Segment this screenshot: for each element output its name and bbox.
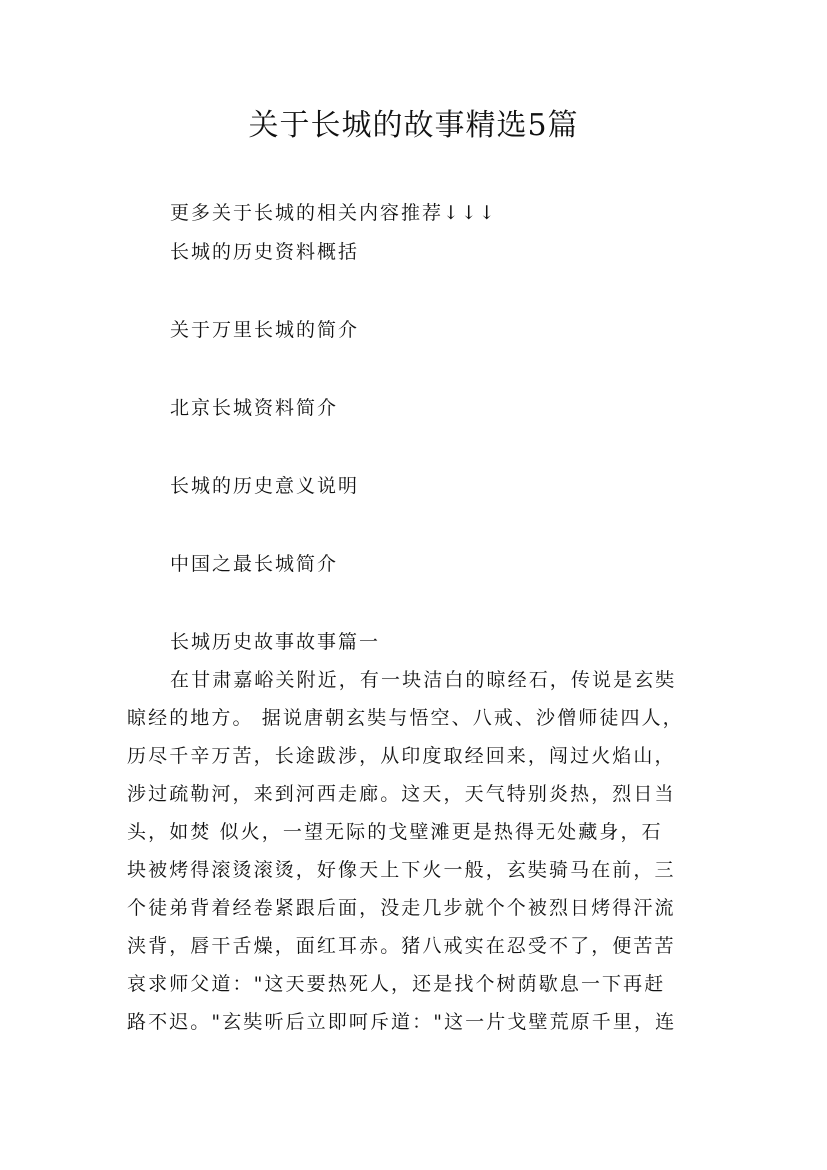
- related-link-great-wall-intro[interactable]: 关于万里长城的简介: [170, 319, 360, 341]
- document-title: 关于长城的故事精选5篇: [248, 108, 579, 143]
- body-line: 个徒弟背着经卷紧跟后面，没走几步就个个被烈日烤得汗流: [127, 897, 676, 919]
- body-line: 块被烤得滚烫滚烫，好像天上下火一般，玄奘骑马在前，三: [127, 859, 676, 881]
- body-line: 路不迟。"玄奘听后立即呵斥道："这一片戈壁荒原千里，连: [127, 1011, 677, 1033]
- body-line: 哀求师父道："这天要热死人，还是找个树荫歇息一下再赶: [127, 973, 666, 995]
- body-line: 浃背，唇干舌燥，面红耳赤。猪八戒实在忍受不了，便苦苦: [127, 935, 676, 957]
- related-link-historical-significance[interactable]: 长城的历史意义说明: [170, 475, 360, 497]
- section-heading: 长城历史故事故事篇一: [170, 631, 381, 653]
- related-link-china-best-wall[interactable]: 中国之最长城简介: [170, 553, 339, 575]
- body-line: 在甘肃嘉峪关附近，有一块洁白的晾经石，传说是玄奘: [170, 669, 677, 691]
- recommend-heading: 更多关于长城的相关内容推荐↓↓↓: [170, 202, 497, 224]
- related-link-beijing-wall-intro[interactable]: 北京长城资料简介: [170, 397, 339, 419]
- body-line: 头，如焚 似火，一望无际的戈壁滩更是热得无处藏身，石: [127, 821, 663, 843]
- related-link-history-overview[interactable]: 长城的历史资料概括: [170, 241, 360, 263]
- body-line: 晾经的地方。 据说唐朝玄奘与悟空、八戒、沙僧师徒四人，: [127, 707, 684, 729]
- body-line: 历尽千辛万苦，长途跋涉，从印度取经回来，闯过火焰山，: [127, 745, 676, 767]
- body-line: 涉过疏勒河，来到河西走廊。这天，天气特别炎热，烈日当: [127, 783, 676, 805]
